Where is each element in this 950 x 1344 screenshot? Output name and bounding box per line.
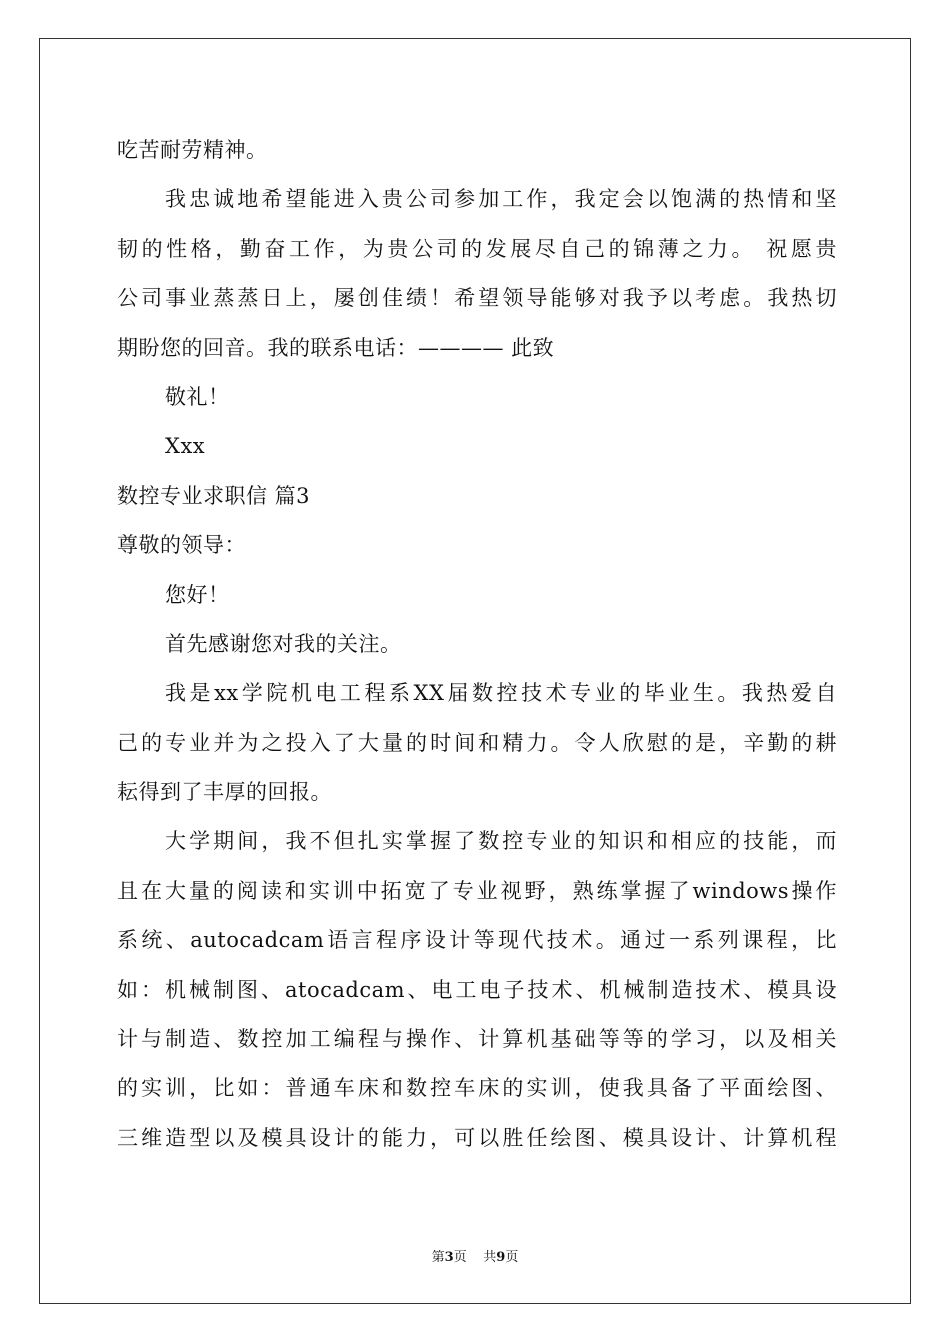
- text-line: 公司事业蒸蒸日上，屡创佳绩！希望领导能够对我予以考虑。我热切: [117, 286, 837, 311]
- greeting: 您好！: [165, 582, 230, 607]
- text-line: 计与制造、数控加工编程与操作、计算机基础等等的学习，以及相关: [117, 1027, 837, 1052]
- text-line: 的实训，比如：普通车床和数控车床的实训，使我具备了平面绘图、: [117, 1076, 837, 1101]
- text-line: 我是xx学院机电工程系XX届数控技术专业的毕业生。我热爱自: [165, 681, 837, 706]
- total-suffix: 页: [505, 1250, 519, 1265]
- text-line: 三维造型以及模具设计的能力，可以胜任绘图、模具设计、计算机程: [117, 1125, 837, 1150]
- text-line: 首先感谢您对我的关注。: [165, 631, 402, 656]
- document-body: [117, 126, 837, 1163]
- page-suffix: 页: [453, 1250, 467, 1265]
- page-number: 3: [444, 1250, 454, 1265]
- text-line: 耘得到了丰厚的回报。: [117, 780, 332, 805]
- text-line: 如：机械制图、atocadcam、电工电子技术、机械制造技术、模具设: [117, 977, 837, 1002]
- text-line: 敬礼！: [165, 384, 230, 409]
- text-line: 期盼您的回音。我的联系电话：———— 此致: [117, 335, 555, 360]
- total-pages: 9: [496, 1250, 506, 1265]
- text-line: 韧的性格，勤奋工作，为贵公司的发展尽自己的锦薄之力。 祝愿贵: [117, 236, 837, 261]
- signature-line: Xxx: [165, 434, 206, 459]
- total-prefix: 共: [483, 1250, 497, 1265]
- text-line: 我忠诚地希望能进入贵公司参加工作，我定会以饱满的热情和坚: [165, 187, 837, 212]
- text-line: 且在大量的阅读和实训中拓宽了专业视野，熟练掌握了windows操作: [117, 878, 837, 903]
- page-footer: [0, 1246, 950, 1265]
- section-heading: 数控专业求职信 篇3: [117, 483, 311, 508]
- text-line: 己的专业并为之投入了大量的时间和精力。令人欣慰的是，辛勤的耕: [117, 730, 837, 755]
- text-line: 大学期间，我不但扎实掌握了数控专业的知识和相应的技能，而: [165, 829, 837, 854]
- salutation: 尊敬的领导：: [117, 533, 246, 558]
- text-line: 吃苦耐劳精神。: [117, 138, 268, 162]
- text-line: 系统、autocadcam语言程序设计等现代技术。通过一系列课程，比: [117, 928, 837, 953]
- page-prefix: 第: [431, 1250, 445, 1265]
